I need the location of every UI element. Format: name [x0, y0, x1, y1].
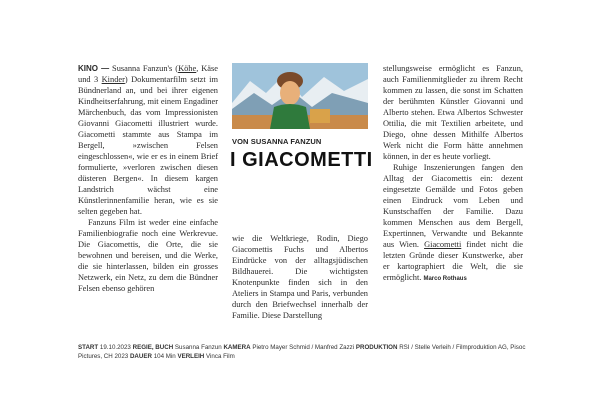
- article-column-2: [232, 233, 368, 321]
- credits-dauer: 104 Min: [153, 353, 176, 360]
- credits-regie-label: REGIE, BUCH: [132, 344, 174, 351]
- lead-link-2[interactable]: Kinder: [101, 75, 125, 84]
- col3-link[interactable]: Giacometti: [424, 240, 462, 249]
- lead-text-3: ) Dokumentarfilm setzt im Bündnerland an, und bei ihrer eigenen Kindheitserfahrung, mit einem Engadiner Märchenbuch, das vom Impressionisten Giovanni Giacometti illustriert wurde. Giacometti stammte aus Stampa im Bergell, »zwischen Felsen eingeschlossen«, wie er es in einem Brief formulierte, »verloren zwischen diesen düsteren Bergen«. In diesem kargen Landstrich wächst eine Künstlerinnenfamilie heran, wie es sie selten gegeben hat.: [78, 75, 218, 216]
- credits-verleih-label: VERLEIH: [177, 353, 205, 360]
- credits-produktion: RSI / Stelle Verleih / Filmproduktion AG, Pisoc Pictures, CH 2023: [78, 344, 526, 360]
- lead-text-2: , Käse und 3: [78, 64, 218, 84]
- headline: I GIACOMETTI: [230, 149, 373, 171]
- lead-text: Susanna Fanzun's (: [112, 64, 179, 73]
- lead-link-1[interactable]: Köhe: [178, 64, 197, 73]
- col3-text: Ruhige Inszenierungen fangen den Alltag der Giacomettis ein: dezent eingesetzte Gemälde und Fotos geben einen Eindruck vom Leben und Kunstschaffen der Familie. Dazu kommen Menschen aus dem Bergell, Expertinnen, Verwandte und Bekannte aus Wien.: [383, 163, 523, 249]
- col2-paragraph: wie die Weltkriege, Rodin, Diego Giacomettis Fuchs und Albertos Eindrücke von der alltagsjüdischen Bildhauerei. Die wichtigsten Knotenpunkte finden sich in den Ateliers in Stampa und Paris, verbunden durch den Briefwechsel innerhalb der Familie. Diese Darstellung: [232, 234, 368, 320]
- credits-kamera-label: KAMERA: [223, 344, 251, 351]
- col3-text-end: findet nicht die letzten Gründe dieser Kunstwerke, aber er kartographiert die Welt, die sie ermöglicht.: [383, 240, 524, 282]
- article-column-3: [383, 63, 523, 285]
- col1-paragraph-2: Fanzuns Film ist weder eine einfache Familienbiografie noch eine Werkrevue. Die Giacomettis, die Orte, die sie bewohnen und bereisen, und die Werke, die sie hinterlassen, bilden ein grosses Netzwerk, ein Netz, zu dem die Bündner Felsen ebenso gehören: [78, 218, 218, 293]
- col3-paragraph-1: stellungsweise ermöglicht es Fanzun, auch Familienmitglieder zu ihrem Recht kommen zu lassen, die sonst im Schatten der berühmten Künstler Giovanni und Alberto stehen. Etwa Albertos Schwester Ottilia, die mit Textilien arbeitete, und Diego, ohne dessen Mithilfe Albertos Werk nicht die Form hätte annehmen können, in der es heute vorliegt.: [383, 64, 523, 161]
- kicker: KINO —: [78, 64, 110, 73]
- giacometti-portrait-image: [232, 63, 368, 129]
- credits-dauer-label: DAUER: [129, 353, 152, 360]
- credits-start-label: START: [78, 344, 99, 351]
- film-credits: [78, 343, 528, 361]
- credits-regie: Susanna Fanzun: [174, 344, 222, 351]
- signature: Marco Rothaus: [423, 276, 467, 282]
- lead-paragraph: [78, 63, 218, 217]
- article-column-1: [78, 63, 218, 294]
- credits-kamera: Pietro Mayer Schmid / Manfred Zazzi: [252, 344, 355, 351]
- credits-produktion-label: PRODUKTION: [355, 344, 398, 351]
- credits-start: 19.10.2023: [99, 344, 131, 351]
- byline: VON SUSANNA FANZUN: [232, 137, 322, 146]
- col3-paragraph-2: [383, 162, 523, 285]
- credits-verleih: Vinca Film: [206, 353, 235, 360]
